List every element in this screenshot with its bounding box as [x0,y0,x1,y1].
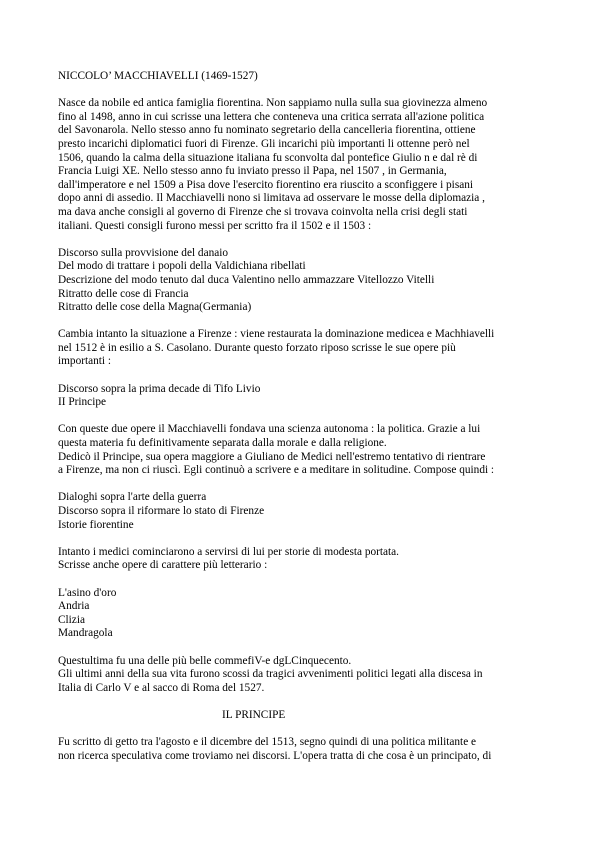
paragraph-3 [58,423,558,477]
text-line: Dedicò il Principe, sua opera maggiore a Giuliano de Medici nell'estremo tentativo di rientrare [58,450,486,463]
list-item: Discorso sopra il riformare lo stato di Firenze [58,505,265,517]
paragraph-2 [58,328,558,369]
text-line: del Savonarola. Nello stesso anno fu nominato segretario della cancelleria fiorentina, ottiene [58,124,476,137]
paragraph-5 [58,655,558,696]
list-item: Clizia [58,613,85,626]
list-item: Discorso sulla provvisione del danaio [58,246,229,259]
text-line: Fu scritto di getto tra l'agosto e il dicembre del 1513, segno quindi di una politica militante e [58,736,477,749]
list-item: Descrizione del modo tenuto dal duca Valentino nello ammazzare Vitellozzo Vitelli [58,273,435,286]
spacer [58,695,558,709]
document-heading: NICCOLO’ MACCHIAVELLI (1469-1527) [58,70,258,82]
text-line: Intanto i medici cominciarono a servirsi di lui per storie di modesta portata. [58,545,400,558]
paragraph-4 [58,546,558,573]
list-item: Andria [58,600,90,613]
works-list-4 [58,587,558,641]
paragraph-6 [58,736,558,763]
spacer [58,315,558,329]
list-item: Discorso sopra la prima decade di Tifo Livio [58,382,261,395]
spacer [58,573,558,587]
spacer [58,410,558,424]
works-list-2 [58,383,558,410]
text-line: Italia di Carlo V e al sacco di Roma del 1527. [58,681,265,694]
text-line: dopo anni di assedio. Il Macchiavelli nono si limitava ad osservare le mosse della diplomazia , [58,192,485,205]
document-body [58,70,558,763]
text-line: 1506, quando la calma della situazione italiana fu sconvolta dal pontefice Giulio n e dal rè di [58,151,478,164]
spacer [58,478,558,492]
spacer [58,641,558,655]
text-line: ma dava anche consigli al governo di Firenze che si trovava coinvolta nella crisi degli stati [58,205,468,218]
text-line: a Firenze, ma non ci riuscì. Egli continuò a scrivere e a meditare in solitudine. Compose quindi : [58,464,495,477]
list-item: Ritratto delle cose della Magna(Germania) [58,301,252,314]
works-list-1 [58,247,558,315]
text-line: nel 1512 è in esilio a S. Casolano. Durante questo forzato riposo scrisse le sue opere più [58,341,456,354]
spacer [58,532,558,546]
text-line: italiani. Questi consigli furono messi per scritto fra il 1502 e il 1503 : [58,219,372,232]
text-line: importanti : [58,355,112,368]
text-line: Gli ultimi anni della sua vita furono scossi da tragici avvenimenti politici legati alla discesa in [58,668,483,681]
intro-paragraph [58,97,558,233]
text-line: presto incarichi diplomatici fuori di Firenze. Gli incarichi più importanti li ottenne però nel [58,137,470,150]
list-item: Istorie fiorentine [58,518,134,531]
list-item: Del modo di trattare i popoli della Valdichiana ribellati [58,260,306,273]
text-line: Cambia intanto la situazione a Firenze : viene restaurata la dominazione medicea e Machhiavelli [58,328,495,341]
list-item: Ritratto delle cose di Francia [58,287,189,300]
text-line: questa materia fu definitivamente separata dalla morale e dalla religione. [58,437,387,450]
section-title: IL PRINCIPE [222,708,286,721]
text-line: Nasce da nobile ed antica famiglia fiorentina. Non sappiamo nulla sulla sua giovinezza almeno [58,97,488,110]
list-item: II Principe [58,396,106,409]
spacer [58,84,558,98]
list-item: Mandragola [58,627,113,640]
text-line: Questultima fu una delle più belle commefiV-e dgLCinquecento. [58,654,352,667]
spacer [58,233,558,247]
text-line: Scrisse anche opere di carattere più letterario : [58,559,268,572]
text-line: fino al 1498, anno in cui scrisse una lettera che conteneva una critica serrata all'azione politica [58,110,485,123]
spacer [58,369,558,383]
works-list-3 [58,491,558,532]
text-line: Con queste due opere il Macchiavelli fondava una scienza autonoma : la politica. Grazie a lui [58,423,481,436]
text-line: non ricerca speculativa come troviamo nei discorsi. L'opera tratta di che cosa è un principato, di [58,749,492,762]
text-line: dall'imperatore e nel 1509 a Pisa dove l'esercito fiorentino era riuscito a sconfiggere i pisani [58,178,474,191]
list-item: L'asino d'oro [58,586,117,599]
list-item: Dialoghi sopra l'arte della guerra [58,491,207,504]
spacer [58,723,558,737]
text-line: Francia Luigi XE. Nello stesso anno fu inviato presso il Papa, nel 1507 , in Germania, [58,165,447,178]
